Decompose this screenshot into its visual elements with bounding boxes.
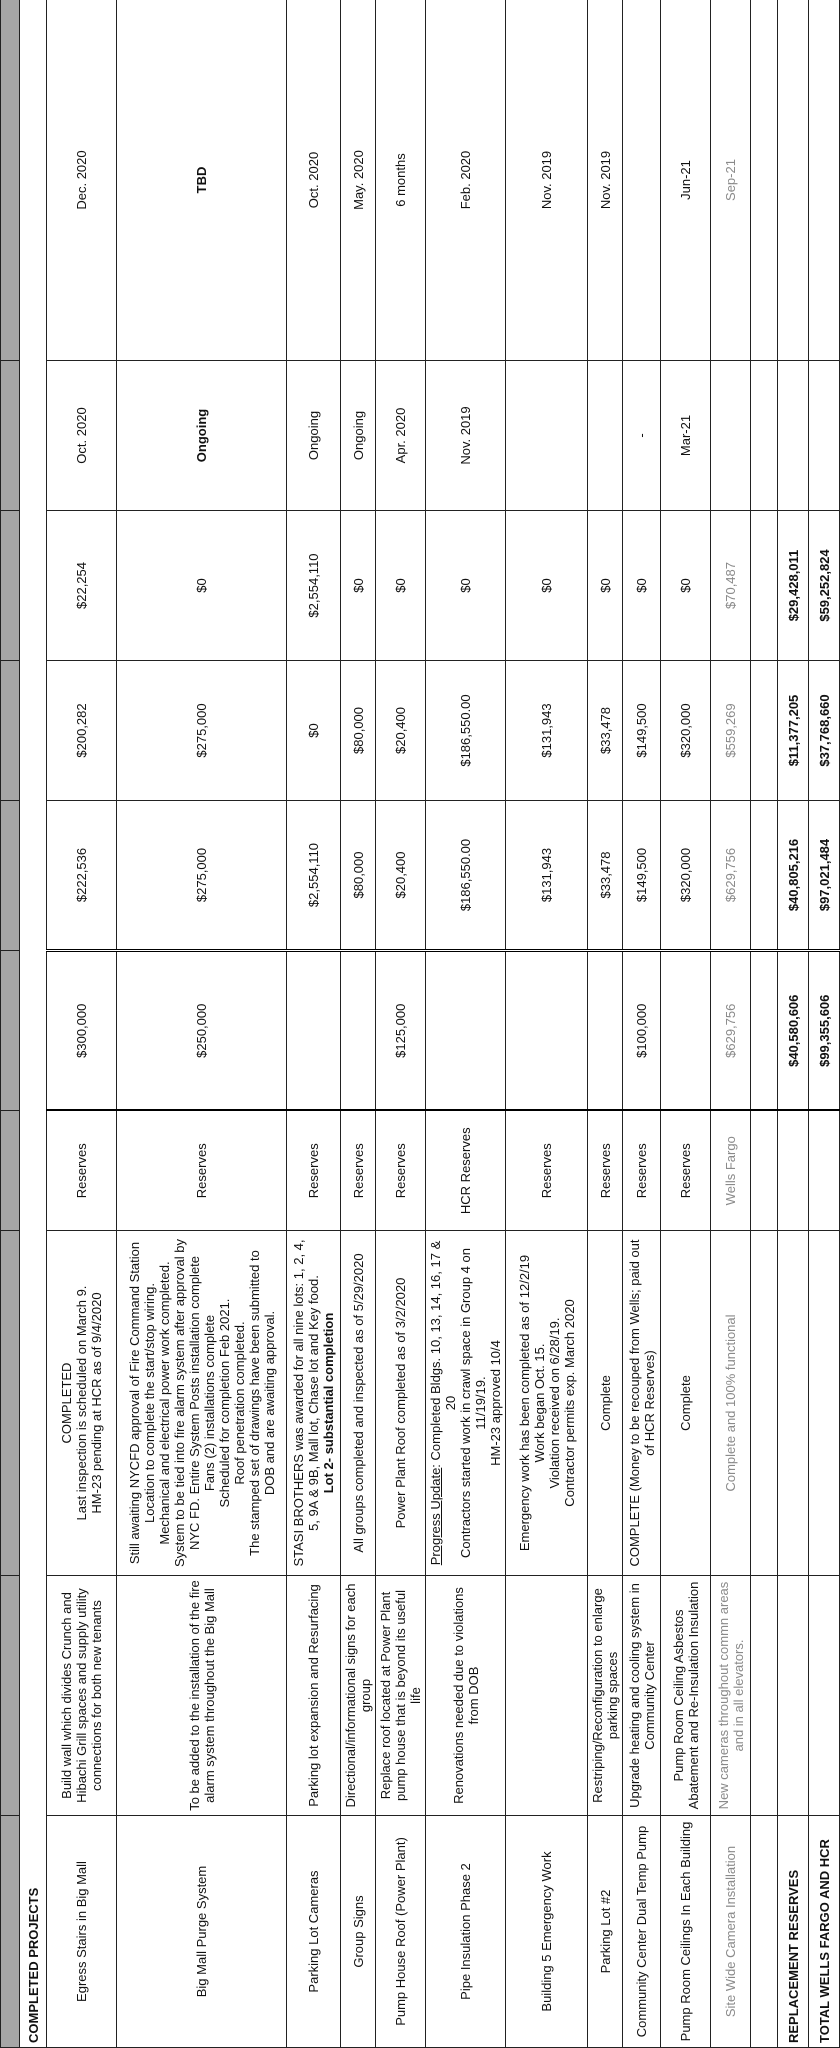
status-line: Contractors started work in crawl space in Group 4 on 11/19/19. [458, 1248, 488, 1558]
amount-remaining: $22,254 [47, 511, 117, 661]
project-name: Site Wide Camera Installation [711, 1816, 751, 2048]
total-cost: $149,500 [623, 801, 661, 951]
budget-amount [426, 951, 506, 1111]
empty-cell [809, 1576, 840, 1816]
status-line: Power Plant Roof completed as of 3/2/2020 [393, 1277, 408, 1529]
end-date: Feb. 2020 [426, 0, 506, 361]
empty-cell [809, 361, 840, 511]
budget-amount: $125,000 [376, 951, 426, 1111]
start-date: Ongoing [341, 361, 376, 511]
project-description: Renovations needed due to violations from DOB [426, 1576, 506, 1816]
table-row [506, 0, 588, 2048]
table-row [661, 0, 711, 2048]
table-row [47, 0, 117, 2048]
amount-remaining: $2,554,110 [287, 511, 341, 661]
status-line: Complete [678, 1375, 693, 1431]
status-line: COMPLETED [59, 1362, 74, 1444]
project-name: Building 5 Emergency Work [506, 1816, 588, 2048]
amount-remaining: $0 [623, 511, 661, 661]
project-description: Upgrade heating and cooling system in Community Center [623, 1576, 661, 1816]
project-status [47, 1231, 117, 1576]
status-line: Violation received on 6/28/19. [546, 1317, 562, 1489]
start-date: Mar-21 [661, 361, 711, 511]
amount-spent: $131,943 [506, 661, 588, 801]
funding-source: Reserves [661, 1111, 711, 1231]
status-line: Complete [597, 1375, 613, 1431]
funding-source: Wells Fargo [711, 1111, 751, 1231]
empty-cell [778, 1111, 809, 1231]
funding-source: Reserves [623, 1111, 661, 1231]
total-cost: $2,554,110 [287, 801, 341, 951]
total-cost: $320,000 [661, 801, 711, 951]
amount-remaining: $0 [426, 511, 506, 661]
amount-remaining: $0 [588, 511, 623, 661]
start-date [588, 361, 623, 511]
empty-cell [751, 0, 778, 361]
project-status [426, 1231, 506, 1576]
project-status [506, 1231, 588, 1576]
status-line: Progress Update [428, 1467, 443, 1566]
budget-amount [341, 951, 376, 1111]
header-band [1, 0, 20, 2048]
empty-cell [751, 1111, 778, 1231]
end-date: Dec. 2020 [47, 0, 117, 361]
summary-total-cost: $97,021,484 [809, 801, 840, 951]
start-date: Ongoing [287, 361, 341, 511]
end-date: Sep-21 [711, 0, 751, 361]
amount-remaining: $0 [506, 511, 588, 661]
budget-amount [287, 951, 341, 1111]
summary-budget: $99,355,606 [809, 951, 840, 1111]
summary-budget: $40,580,606 [778, 951, 809, 1111]
budget-amount [506, 951, 588, 1111]
summary-label: REPLACEMENT RESERVES [778, 1816, 809, 2048]
project-name: Pipe Insulation Phase 2 [426, 1816, 506, 2048]
total-cost: $33,478 [588, 801, 623, 951]
amount-spent: $559,269 [711, 661, 751, 801]
table-row [623, 0, 661, 2048]
project-status [287, 1231, 341, 1576]
status-line: Lot 2- substantial completion [321, 1312, 336, 1494]
empty-cell [751, 511, 778, 661]
start-date: Nov. 2019 [426, 361, 506, 511]
grand-total-row [809, 0, 840, 2048]
end-date: May. 2020 [341, 0, 376, 361]
section-title-row [20, 0, 47, 2048]
funding-source: Reserves [506, 1111, 588, 1231]
project-name: Parking Lot #2 [588, 1816, 623, 2048]
table-row [341, 0, 376, 2048]
status-line: Work began Oct. 15. [531, 1343, 547, 1463]
status-line: Emergency work has been completed as of 12/2/19 [516, 1254, 532, 1552]
amount-spent: $200,282 [47, 661, 117, 801]
status-line: HM-23 pending at HCR as of 9/4/2020 [89, 1292, 104, 1514]
total-cost: $222,536 [47, 801, 117, 951]
status-line: Still awaiting NYCFD approval of Fire Command Station Location to complete the start/stop wiring. [126, 1241, 157, 1565]
empty-cell [778, 1231, 809, 1576]
total-cost: $275,000 [117, 801, 287, 951]
status-line: STASI BROTHERS was awarded for all nine lots: 1, 2, 4, 5, 9A & 9B, Mall lot, Chase lot and Key food. [291, 1239, 321, 1567]
status-line: Contractor permits exp. March 2020 [561, 1299, 577, 1507]
summary-spent: $37,768,660 [809, 661, 840, 801]
budget-amount: $300,000 [47, 951, 117, 1111]
replacement-reserves-row [778, 0, 809, 2048]
total-cost: $629,756 [711, 801, 751, 951]
project-status [117, 1231, 287, 1576]
amount-remaining: $0 [661, 511, 711, 661]
project-status [588, 1231, 623, 1576]
project-description: Parking lot expansion and Resurfacing [287, 1576, 341, 1816]
start-date [506, 361, 588, 511]
spacer-row [751, 0, 778, 2048]
project-name: Egress Stairs in Big Mall [47, 1816, 117, 2048]
empty-cell [751, 1576, 778, 1816]
start-date: - [623, 361, 661, 511]
funding-source: Reserves [117, 1111, 287, 1231]
project-description [506, 1576, 588, 1816]
project-name: Pump House Roof (Power Plant) [376, 1816, 426, 2048]
funding-source: Reserves [588, 1111, 623, 1231]
total-cost: $80,000 [341, 801, 376, 951]
amount-spent: $20,400 [376, 661, 426, 801]
empty-cell [809, 1111, 840, 1231]
total-cost: $186,550.00 [426, 801, 506, 951]
project-description: New cameras throughout commn areas and in all elevators. [711, 1576, 751, 1816]
summary-label: TOTAL WELLS FARGO AND HCR [809, 1816, 840, 2048]
status-line: Fans (2) installations complete [201, 1314, 217, 1492]
amount-remaining: $70,487 [711, 511, 751, 661]
summary-remaining: $59,252,824 [809, 511, 840, 661]
project-name: Parking Lot Cameras [287, 1816, 341, 2048]
empty-cell [809, 1231, 840, 1576]
project-description: To be added to the installation of the fire alarm system throughout the Big Mall [117, 1576, 287, 1816]
status-line: System to be tied into fire alarm system after approval by NYC FD. Entire System Posts installation complete [171, 1238, 202, 1568]
summary-remaining: $29,428,011 [778, 511, 809, 661]
funding-source: Reserves [47, 1111, 117, 1231]
empty-cell [751, 1816, 778, 2048]
amount-spent: $0 [287, 661, 341, 801]
start-date [711, 361, 751, 511]
section-title: COMPLETED PROJECTS [20, 0, 47, 2048]
funding-source: Reserves [287, 1111, 341, 1231]
project-name: Community Center Dual Temp Pump [623, 1816, 661, 2048]
amount-remaining: $0 [376, 511, 426, 661]
summary-total-cost: $40,805,216 [778, 801, 809, 951]
table-row [287, 0, 341, 2048]
amount-spent: $186,550.00 [426, 661, 506, 801]
empty-cell [751, 661, 778, 801]
amount-spent: $275,000 [117, 661, 287, 801]
status-line: Mechanical and electrical power work completed. [156, 1261, 172, 1545]
status-line: Scheduled for completion Feb 2021. [216, 1298, 232, 1508]
summary-spent: $11,377,205 [778, 661, 809, 801]
project-name: Big Mall Purge System [117, 1816, 287, 2048]
table-row [711, 0, 751, 2048]
empty-cell [751, 951, 778, 1111]
start-date: Apr. 2020 [376, 361, 426, 511]
amount-spent: $80,000 [341, 661, 376, 801]
project-status [341, 1231, 376, 1576]
empty-cell [751, 361, 778, 511]
table-row [588, 0, 623, 2048]
project-status [376, 1231, 426, 1576]
status-line: COMPLETE (Money to be recouped from Wells; paid out of HCR Reserves) [626, 1239, 657, 1567]
amount-spent: $149,500 [623, 661, 661, 801]
funding-source: Reserves [376, 1111, 426, 1231]
status-line: Last inspection is scheduled on March 9. [74, 1285, 89, 1521]
project-description: Build wall which divides Crunch and Hibachi Grill spaces and supply utility connections for both new tenants [47, 1576, 117, 1816]
empty-cell [778, 0, 809, 361]
table-row [426, 0, 506, 2048]
project-name: Group Signs [341, 1816, 376, 2048]
start-date: Ongoing [117, 361, 287, 511]
status-line: Complete and 100% functional [723, 1314, 738, 1492]
table-row [117, 0, 287, 2048]
project-description: Restriping/Reconfiguration to enlarge parking spaces [588, 1576, 623, 1816]
total-cost: $20,400 [376, 801, 426, 951]
status-line: All groups completed and inspected as of 5/29/2020 [350, 1253, 366, 1553]
project-status [711, 1231, 751, 1576]
end-date: Jun-21 [661, 0, 711, 361]
empty-cell [751, 1231, 778, 1576]
status-line: HM-23 approved 10/4 [488, 1340, 503, 1466]
project-description: Directional/informational signs for each group [341, 1576, 376, 1816]
project-description: Pump Room Ceiling Asbestos Abatement and Re-Insulation Insulation [661, 1576, 711, 1816]
end-date: Oct. 2020 [287, 0, 341, 361]
empty-cell [778, 1576, 809, 1816]
end-date: Nov. 2019 [588, 0, 623, 361]
budget-amount: $250,000 [117, 951, 287, 1111]
end-date [623, 0, 661, 361]
empty-cell [778, 361, 809, 511]
project-status [623, 1231, 661, 1576]
table-row [376, 0, 426, 2048]
budget-amount: $100,000 [623, 951, 661, 1111]
project-name: Pump Room Ceilings In Each Building [661, 1816, 711, 2048]
start-date: Oct. 2020 [47, 361, 117, 511]
status-line: : Completed Bldgs. 10, 13, 14, 16, 17 & 20 [428, 1240, 458, 1468]
budget-amount [661, 951, 711, 1111]
end-date: TBD [117, 0, 287, 361]
end-date: Nov. 2019 [506, 0, 588, 361]
project-description: Replace roof located at Power Plant pump house that is beyond its useful life [376, 1576, 426, 1816]
project-status [661, 1231, 711, 1576]
amount-remaining: $0 [117, 511, 287, 661]
status-line: The stamped set of drawings have been submitted to DOB and are awaiting approval. [246, 1250, 277, 1556]
funding-source: Reserves [341, 1111, 376, 1231]
total-cost: $131,943 [506, 801, 588, 951]
funding-source: HCR Reserves [426, 1111, 506, 1231]
status-line: Roof penetration completed. [231, 1321, 247, 1485]
amount-spent: $33,478 [588, 661, 623, 801]
amount-remaining: $0 [341, 511, 376, 661]
budget-amount [588, 951, 623, 1111]
budget-amount: $629,756 [711, 951, 751, 1111]
empty-cell [809, 0, 840, 361]
end-date: 6 months [376, 0, 426, 361]
empty-cell [751, 801, 778, 951]
amount-spent: $320,000 [661, 661, 711, 801]
